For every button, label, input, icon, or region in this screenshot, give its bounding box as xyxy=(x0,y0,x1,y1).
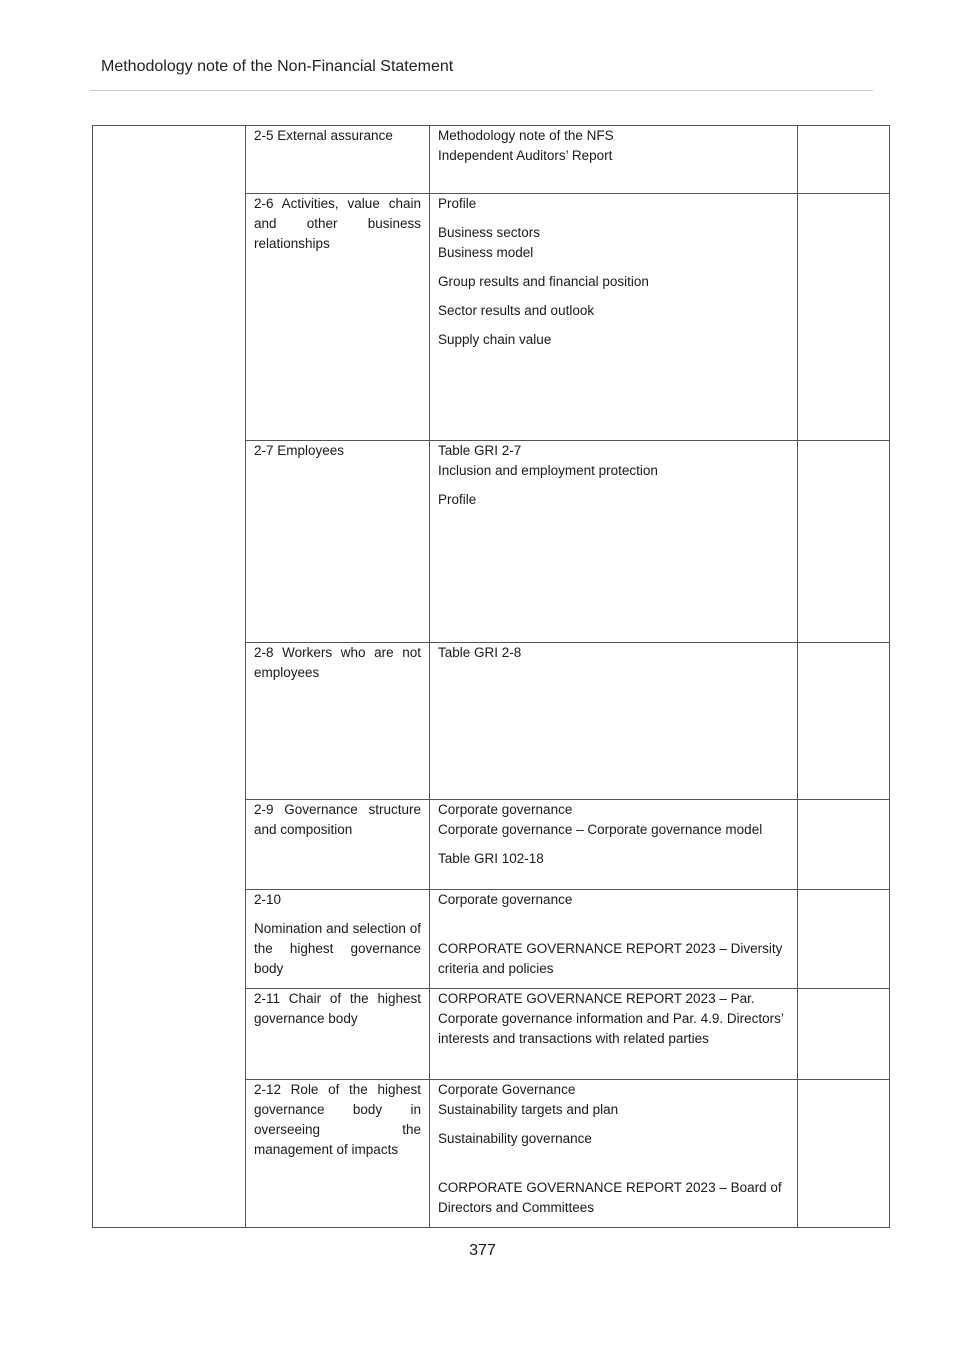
omission-cell xyxy=(798,800,890,890)
reference-item: Corporate governance xyxy=(438,802,573,817)
reference-item: Sustainability governance xyxy=(438,1131,592,1146)
omission-cell xyxy=(798,890,890,989)
reference-item: Profile xyxy=(438,196,477,211)
reference-cell xyxy=(430,643,798,800)
reference-item: Inclusion and employment protection xyxy=(438,463,658,478)
reference-item: Business sectors xyxy=(438,225,541,240)
reference-cell xyxy=(430,1080,798,1228)
reference-item: Sector results and outlook xyxy=(438,303,595,318)
reference-item: Business model xyxy=(438,245,534,260)
reference-item: Table GRI 102-18 xyxy=(438,851,544,866)
disclosure-cell xyxy=(246,194,430,441)
page-number: 377 xyxy=(469,1242,496,1259)
reference-item: Table GRI 2-8 xyxy=(438,645,522,660)
reference-cell xyxy=(430,890,798,989)
reference-cell xyxy=(430,126,798,194)
disclosure-cell xyxy=(246,989,430,1080)
reference-item: Independent Auditors’ Report xyxy=(438,148,613,163)
disclosure-label: 2-8 Workers who are not employees xyxy=(254,645,421,680)
reference-cell xyxy=(430,800,798,890)
disclosure-cell xyxy=(246,800,430,890)
omission-cell xyxy=(798,441,890,643)
reference-item: Methodology note of the NFS xyxy=(438,128,614,143)
reference-cell xyxy=(430,441,798,643)
disclosure-label: 2-6 Activities, value chain and other business relationships xyxy=(254,196,421,251)
omission-cell xyxy=(798,194,890,441)
table-row xyxy=(93,126,890,194)
disclosure-label: 2-11 Chair of the highest governance body xyxy=(254,991,421,1026)
reference-item: Supply chain value xyxy=(438,332,552,347)
disclosure-code: 2-10 xyxy=(254,892,282,907)
reference-cell xyxy=(430,194,798,441)
header-divider xyxy=(90,90,873,91)
disclosure-label: 2-12 Role of the highest governance body in overseeing the management of impacts xyxy=(254,1082,421,1157)
reference-item: CORPORATE GOVERNANCE REPORT 2023 – Diversity criteria and policies xyxy=(438,941,783,976)
disclosure-label: Nomination and selection of the highest governance body xyxy=(254,921,421,976)
reference-cell xyxy=(430,989,798,1080)
disclosure-cell xyxy=(246,890,430,989)
reference-item: CORPORATE GOVERNANCE REPORT 2023 – Par. Corporate governance information and Par. 4.9. Directors’ interests and transactions with related parties xyxy=(438,991,784,1046)
reference-item: Sustainability targets and plan xyxy=(438,1102,619,1117)
omission-cell xyxy=(798,989,890,1080)
reference-item: Table GRI 2-7 xyxy=(438,443,522,458)
omission-cell xyxy=(798,126,890,194)
disclosure-label: 2-9 Governance structure and composition xyxy=(254,802,421,837)
omission-cell xyxy=(798,1080,890,1228)
reference-item: Corporate governance xyxy=(438,892,573,907)
disclosure-cell xyxy=(246,126,430,194)
gri-content-index-table xyxy=(92,125,890,1228)
reference-item: Corporate Governance xyxy=(438,1082,576,1097)
reference-item: Profile xyxy=(438,492,477,507)
disclosure-cell xyxy=(246,1080,430,1228)
reference-item: CORPORATE GOVERNANCE REPORT 2023 – Board of Directors and Committees xyxy=(438,1180,782,1215)
disclosure-label: 2-5 External assurance xyxy=(254,128,393,143)
standard-cell xyxy=(93,126,246,1228)
reference-item: Corporate governance – Corporate governance model xyxy=(438,822,763,837)
disclosure-cell xyxy=(246,441,430,643)
reference-item: Group results and financial position xyxy=(438,274,649,289)
disclosure-label: 2-7 Employees xyxy=(254,443,345,458)
disclosure-cell xyxy=(246,643,430,800)
omission-cell xyxy=(798,643,890,800)
running-header: Methodology note of the Non-Financial Statement xyxy=(101,58,454,75)
